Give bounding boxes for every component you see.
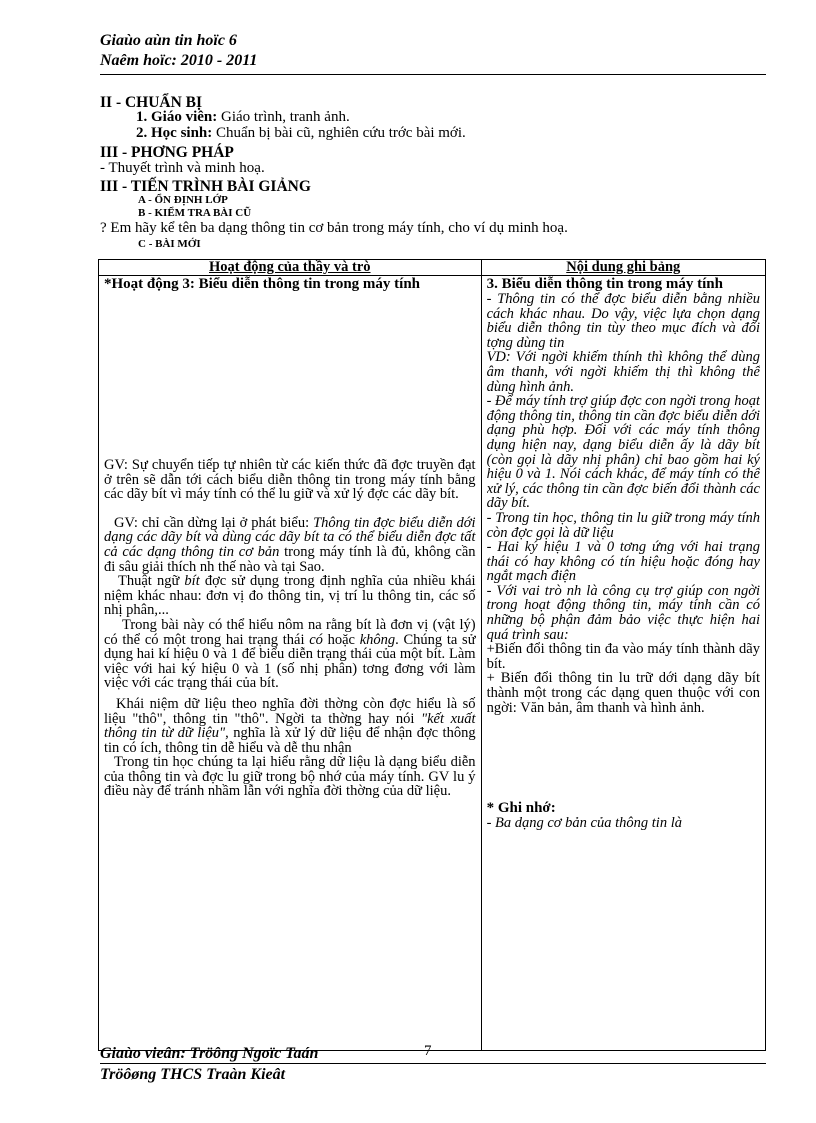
prepare-teacher-label: 1. Giáo viên: bbox=[136, 109, 218, 125]
section-lesson-title: III - TIẾN TRÌNH BÀI GIẢNG bbox=[100, 178, 311, 195]
board-point-3: - Trong tin học, thông tin lu giữ trong máy tính còn đợc gọi là dữ liệu bbox=[486, 509, 760, 541]
prepare-item-teacher bbox=[136, 109, 350, 126]
review-question: ? Em hãy kể tên ba dạng thông tin cơ bản trong máy tính, cho ví dụ minh hoạ. bbox=[100, 220, 568, 236]
activities-cell bbox=[99, 276, 482, 1051]
board-point-5: - Với vai trò nh là công cụ trợ giúp con ngời trong hoạt động thông tin, máy tính cần có những bộ phận đảm bảo việc thực hiện hai quá trình sau: bbox=[486, 582, 760, 643]
board-content-cell bbox=[481, 276, 765, 1051]
footer-school: Tröôøng THCS Traàn Kieât bbox=[100, 1066, 286, 1083]
board-note-title: * Ghi nhớ: bbox=[486, 800, 556, 817]
board-point-1: - Thông tin có thể đợc biểu diễn bằng nhiều cách khác nhau. Do vậy, việc lựa chọn dạng biểu diễn thông tin tùy theo mục đích và đối tợng dùng tin bbox=[486, 291, 760, 351]
data-concept-quote: "kết xuất thông tin từ dữ liệu" bbox=[104, 710, 476, 742]
table-header-row bbox=[99, 260, 766, 276]
prepare-student-label: 2. Học sinh: bbox=[136, 125, 213, 141]
data-concept-lead: Khái niệm dữ liệu theo nghĩa đời thờng còn đợc hiểu là số liệu "thô", thông tin "thô". Ngời ta thờng hay nói bbox=[104, 695, 476, 727]
method-text: - Thuyết trình và minh hoạ. bbox=[100, 160, 265, 176]
bit-states-no: không bbox=[359, 631, 396, 648]
page-number: 7 bbox=[424, 1043, 432, 1059]
table-body-row bbox=[99, 276, 766, 1051]
prepare-student-text: Chuẩn bị bài cũ, nghiên cứu trớc bài mới. bbox=[212, 125, 466, 141]
data-concept-tail: , nghĩa là xử lý dữ liệu để nhận đợc thông tin có ích, thông tin dễ hiểu và dễ thu nhận bbox=[104, 725, 476, 756]
teacher-note-2-tail: trong máy tính là đủ, không cần đi sâu giải thích nh thế nào và tại Sao. bbox=[104, 543, 476, 575]
board-example: VD: Với ngời khiếm thính thì không thể dùng âm thanh, với ngời khiếm thị thì không thể dùng hình ảnh. bbox=[486, 349, 760, 395]
board-point-2: - Để máy tính trợ giúp đợc con ngời trong hoạt động thông tin, thông tin cần đợc biểu diễn dới dạng phù hợp. Đối với các máy tính thông dụng hiện nay, dạng biểu diễn ấy là dãy bít (còn gọi là dãy nhị phân) chỉ bao gồm hai ký hiệu 0 và 1. Nói cách khác, để máy tính có thể xử lý, các thông tin cần đợc biến đổi thành các dãy bít. bbox=[486, 393, 760, 512]
bit-states-lead: Trong bài này có thể hiểu nôm na rằng bít là đơn vị (vật lý) có thể có một trong hai trạng thái bbox=[104, 616, 476, 648]
board-heading: 3. Biểu diễn thông tin trong máy tính bbox=[486, 276, 723, 292]
section-method-title: III - PHƠNG PHÁP bbox=[100, 144, 234, 161]
bit-states-tail: . Chúng ta sử dụng hai kí hiệu 0 và 1 để biểu diễn trạng thái của một bít. Làm việc với hai ký hiệu 0 và 1 (số nhị phân) tơng đơng với làm việc với các trạng thái của bít. bbox=[104, 631, 476, 692]
teacher-note-2 bbox=[104, 516, 476, 574]
board-process-1: +Biến đổi thông tin đa vào máy tính thành dãy bít. bbox=[486, 641, 760, 672]
board-point-4: - Hai ký hiệu 1 và 0 tơng ứng với hai trạng thái có hay không có tín hiệu hoặc đóng hay ngắt mạch điện bbox=[486, 539, 760, 585]
paragraph-bit-term bbox=[104, 574, 476, 618]
footer-rule bbox=[100, 1063, 766, 1064]
lesson-step-c: C - BÀI MỚI bbox=[138, 238, 201, 250]
bit-states-yes: có bbox=[309, 631, 323, 648]
bit-term-lead: Thuật ngữ bbox=[118, 573, 185, 590]
prepare-item-student bbox=[136, 125, 466, 142]
doc-header-subject: Giaùo aùn tin hoïc 6 bbox=[100, 32, 237, 49]
prepare-teacher-text: Giáo trình, tranh ảnh. bbox=[217, 109, 350, 125]
bit-states-or: hoặc bbox=[322, 631, 360, 648]
paragraph-data-concept bbox=[104, 697, 476, 755]
lesson-step-b: B - KIỂM TRA BÀI CŨ bbox=[138, 207, 252, 219]
bit-term-tail: đợc sử dụng trong định nghĩa của nhiều khái niệm khác nhau: đơn vị đo thông tin, vị trí lu thông tin, các số nhị phân,... bbox=[104, 573, 476, 619]
col-header-activities: Hoạt động của thầy và trò bbox=[99, 260, 482, 276]
section-prepare-title: II - CHUẨN BỊ bbox=[100, 94, 203, 111]
lesson-step-a: A - ỔN ĐỊNH LỚP bbox=[138, 194, 228, 206]
teacher-note-2-lead: GV: chỉ cần dừng lại ở phát biểu: bbox=[114, 514, 314, 531]
paragraph-data-in-it: Trong tin học chúng ta lại hiểu rằng dữ liệu là dạng biểu diễn của thông tin và đợc lu giữ trong bộ nhớ của máy tính. GV lu ý điều này để tránh nhầm lẫn với nghĩa đời thờng của dữ liệu. bbox=[104, 754, 476, 800]
lesson-table bbox=[98, 259, 766, 1051]
col-header-board: Nội dung ghi bảng bbox=[481, 260, 765, 276]
footer-teacher: Giaùo vieân: Tröông Ngoïc Taán bbox=[100, 1045, 319, 1062]
teacher-note-2-emphasis: Thông tin đợc biểu diễn dới dạng các dãy bít và dùng các dãy bít ta có thể biểu diễn đợc tất cả các dạng thông tin cơ bản bbox=[104, 514, 476, 560]
board-process-2: + Biến đổi thông tin lu trữ dới dạng dãy bít thành một trong các dạng quen thuộc với con ngời: Văn bản, âm thanh và hình ảnh. bbox=[486, 670, 760, 716]
header-rule bbox=[100, 74, 766, 75]
board-note-text: - Ba dạng cơ bản của thông tin là bbox=[486, 814, 682, 831]
paragraph-bit-states bbox=[104, 618, 476, 691]
activity-heading: *Hoạt động 3: Biểu diễn thông tin trong máy tính bbox=[104, 276, 421, 292]
bit-term-word: bít bbox=[184, 573, 200, 590]
doc-header-year: Naêm hoïc: 2010 - 2011 bbox=[100, 52, 258, 69]
teacher-note-1: GV: Sự chuyển tiếp tự nhiên từ các kiến thức đã đợc truyền đạt ở trên sẽ dẫn tới cách biểu diễn thông tin trong máy tính bằng các dãy bít vì máy tính có thể lu giữ và xử lý đợc các dãy bít. bbox=[104, 457, 476, 503]
